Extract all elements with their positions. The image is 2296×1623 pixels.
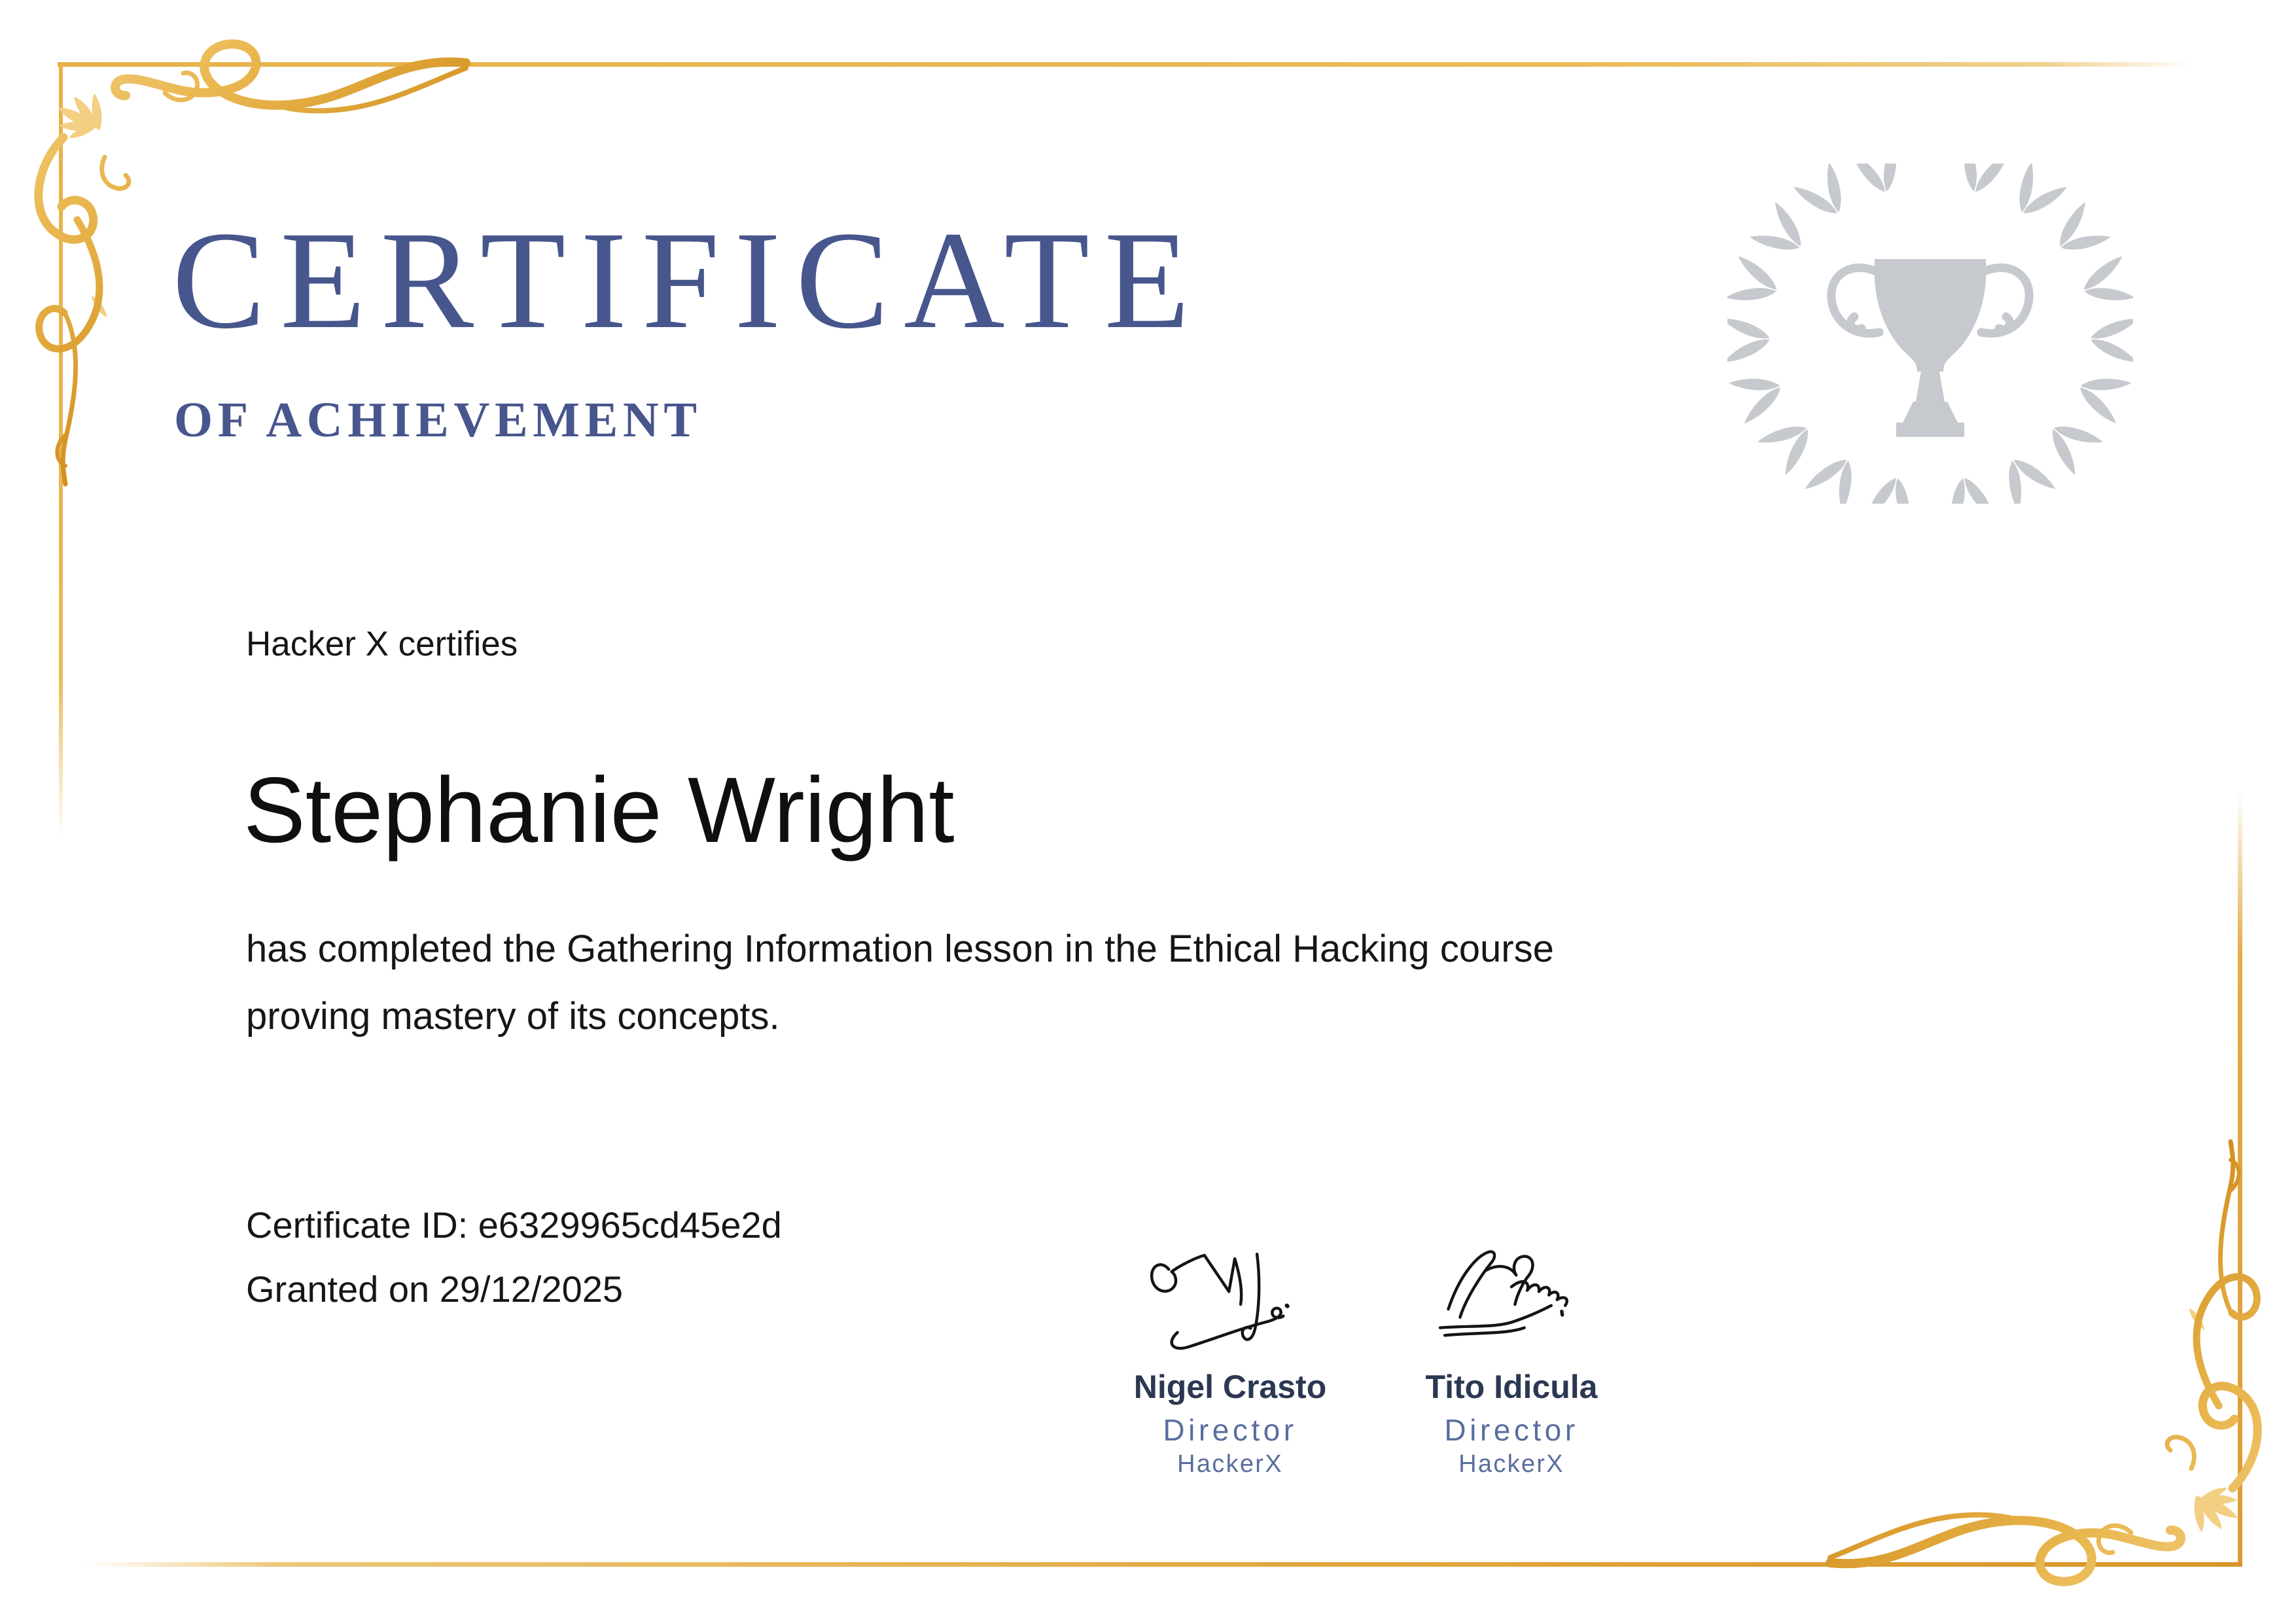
issuer-line: Hacker X certifies (246, 625, 518, 663)
signer-name: Nigel Crasto (1133, 1369, 1327, 1405)
signature-block-nigel-crasto (1106, 1240, 1354, 1479)
laurel-wreath-trophy-icon (1727, 164, 2133, 504)
recipient-name: Stephanie Wright (243, 758, 955, 862)
signer-role: Director (1444, 1413, 1579, 1447)
granted-date: Granted on 29/12/2025 (246, 1268, 624, 1310)
signer-role: Director (1163, 1413, 1298, 1447)
completion-statement-line1: has completed the Gathering Information lesson in the Ethical Hacking course (246, 928, 1554, 970)
gold-flourish-ornament-icon (1799, 1102, 2296, 1623)
certificate-meta (246, 1193, 782, 1321)
signature-block-tito-idicula (1387, 1240, 1636, 1479)
completion-statement-line2: proving mastery of its concepts. (246, 995, 780, 1038)
nigel-crasto-signature-image (1142, 1240, 1318, 1357)
trophy-cup (1875, 259, 1987, 437)
certificate-title: CERTIFICATE (172, 203, 1205, 358)
certificate-id: Certificate ID: e6329965cd45e2d (246, 1204, 782, 1246)
certificate-subtitle: OF ACHIEVEMENT (174, 393, 702, 447)
signer-org: HackerX (1177, 1450, 1283, 1478)
signer-name: Tito Idicula (1425, 1369, 1598, 1405)
signer-org: HackerX (1458, 1450, 1564, 1478)
completion-statement (246, 915, 1554, 1050)
tito-idicula-signature-image (1424, 1240, 1599, 1357)
